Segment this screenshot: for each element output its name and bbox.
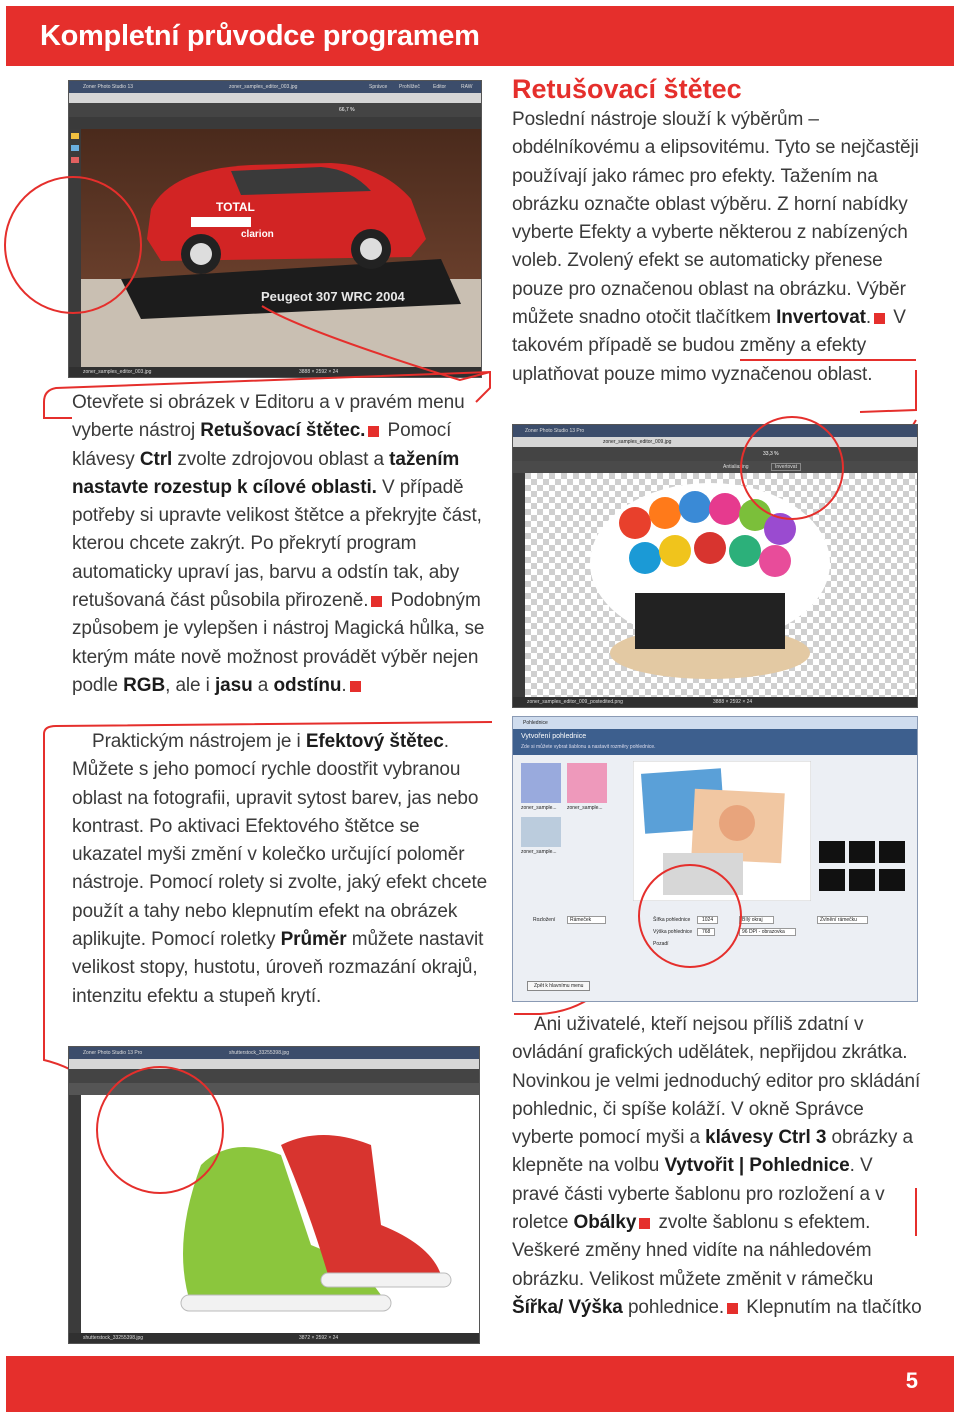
- text-run: V případě potřeby si upravte velikost štětce a překryjte část, kterou chcete zakrýt. Po překrytí program automaticky upraví jas, barvu a odstín tak, aby retušovaná část působila přirozeně.: [72, 476, 482, 612]
- text-bold-retouch-brush: Retušovací štětec.: [200, 420, 366, 442]
- text-run: zvolte zdrojovou oblast a: [172, 448, 390, 470]
- text-run: .: [865, 307, 872, 329]
- text-run: . V pravé části vyberte šablonu pro rozložení a v roletce: [512, 1155, 885, 1234]
- toolbar: [513, 447, 917, 462]
- style-swatches: [819, 841, 909, 901]
- file-tab[interactable]: zoner_samples_editor_009.jpg: [603, 439, 672, 445]
- style-swatch[interactable]: [879, 869, 905, 891]
- menu-bar: [513, 437, 917, 447]
- tab-raw[interactable]: RAW: [461, 84, 473, 90]
- text-run: Podobným způsobem je vylepšen i nástroj Magická hůlka, se kterým máte nově možnost provádět výběr nejen podle: [72, 590, 485, 696]
- height-input[interactable]: 768: [697, 928, 715, 936]
- text-run: můžete nastavit velikost stopy, hustotu, úroveň rozmazání okrajů, intenzitu efektu a stupeň krytí.: [72, 929, 484, 1007]
- car-text-total: TOTAL: [216, 200, 255, 214]
- status-size: 3872 × 2592 × 24: [299, 1335, 339, 1341]
- window-titlebar: [69, 1047, 479, 1059]
- text-run: zvolte šablonu s efektem. Veškeré změny hned vidíte na náhledovém obrázku. Velikost můžete změnit v rámečku: [512, 1212, 874, 1290]
- layout-label: Rozložení: [533, 917, 556, 923]
- text-run: Otevřete si obrázek v Editoru a v pravém menu vyberte nástroj: [72, 392, 465, 442]
- text-bold-rgb: RGB: [123, 674, 166, 696]
- text-run: . Můžete s jeho pomocí rychle doostřit vybranou oblast na fotografii, upravit sytost barev, jas nebo kontrast. Po aktivaci Efektového štětce se ukazatel myši změní v kolečko určující poloměr nástroje. Pomocí rolety si zvolte, jaký efekt chcete použít a tahy nebo klepnutím efekt na obrázek aplikujte. Pomocí roletky: [72, 731, 488, 951]
- tool-strip: [69, 1095, 81, 1333]
- dpi-select[interactable]: 96 DPI - obrazovka: [739, 928, 796, 936]
- tool-strip: [513, 473, 525, 697]
- thumbnail-1[interactable]: [521, 763, 561, 803]
- text-bold-brightness: jasu: [215, 674, 253, 696]
- thumbnail-3[interactable]: [521, 817, 561, 847]
- text-run: Klepnutím na tlačítko: [741, 1296, 922, 1318]
- thumbnail-label: zoner_sample...: [567, 805, 603, 811]
- zoom-level[interactable]: 66,7 %: [339, 107, 355, 113]
- text-bold-diameter: Průměr: [280, 929, 347, 951]
- thumbnail-label: zoner_sample...: [521, 805, 557, 811]
- screenshot-editor-scissors: [512, 424, 918, 708]
- antialias-checkbox[interactable]: Antialiasing: [723, 464, 749, 470]
- style-swatch[interactable]: [819, 869, 845, 891]
- dialog-heading: Vytvoření pohlednice: [521, 733, 587, 740]
- text-bold-ctrl-keys: klávesy Ctrl 3: [705, 1127, 827, 1149]
- zoom-level[interactable]: 33,3 %: [763, 451, 779, 457]
- text-run: Pomocí klávesy: [72, 420, 452, 470]
- dialog-titlebar: [513, 717, 917, 729]
- options-bar: [513, 461, 917, 473]
- options-bar: [69, 1083, 479, 1095]
- text-bold-drag: tažením nastavte rozestup k cílové oblasti.: [72, 448, 460, 498]
- dialog-title: Pohlednice: [523, 720, 548, 726]
- bullet-marker: [639, 1218, 650, 1229]
- text-run: pohlednice.: [622, 1296, 725, 1318]
- text-bold-covers: Obálky: [573, 1212, 637, 1234]
- bullet-marker: [874, 313, 885, 324]
- text-run: Praktickým nástrojem je i: [92, 731, 306, 752]
- section-title: Retušovací štětec: [512, 74, 742, 104]
- thumbnail-label: zoner_sample...: [521, 849, 557, 855]
- style-select[interactable]: Bílý okraj: [739, 916, 774, 924]
- status-size: 3888 × 2592 × 24: [713, 699, 753, 705]
- text-bold-create-postcard: Vytvořit | Pohlednice: [664, 1155, 850, 1177]
- height-label: Výška pohlednice: [653, 929, 693, 935]
- width-input[interactable]: 1024: [697, 916, 718, 924]
- page-header-title: Kompletní průvodce programem: [40, 20, 480, 52]
- right-paragraph-1: [512, 106, 922, 389]
- thumbnail-2[interactable]: [567, 763, 607, 803]
- postcard-preview: [633, 761, 811, 901]
- car-text-clarion: clarion: [241, 229, 274, 240]
- tab-editor[interactable]: Editor: [433, 84, 447, 90]
- text-run: Ani uživatelé, kteří nejsou příliš zdatní v ovládání grafických udělátek, nepřijdou zkrátka. Novinkou je velmi jednoduchý editor pro skládání pohlednic, či spíše koláží. V okně Správce vyberte pomocí myši a: [512, 1014, 921, 1149]
- app-title: Zoner Photo Studio 13 Pro: [83, 1050, 143, 1056]
- dialog-subheading: Zde si můžete vybrat šablonu a nastavit rozměry pohlednice.: [521, 744, 656, 750]
- layout-select[interactable]: Rámeček: [567, 916, 606, 924]
- text-bold-effect-brush: Efektový štětec: [305, 731, 444, 752]
- status-size: 3888 × 2592 × 24: [299, 369, 339, 375]
- text-run: obrázky a klepněte na volbu: [512, 1127, 913, 1177]
- style-swatch[interactable]: [849, 841, 875, 863]
- screenshot-postcard-dialog: [512, 716, 918, 1002]
- style-swatch[interactable]: [879, 841, 905, 863]
- text-bold-hue: odstínu: [273, 674, 342, 696]
- dialog-header: [513, 729, 917, 755]
- style-swatch[interactable]: [819, 841, 845, 863]
- text-run: Poslední nástroje slouží k výběrům – obdélníkovému a elipsovitému. Tyto se nejčastěji používají jako rámec pro efekty. Tažením na obrázku označte oblast výběru. Z horní nabídky vyberte Efekty a vyberte některou z nabízených voleb. Zvolený efekt se automaticky přenese pouze pro označenou oblast na obrázku. Výběr můžete snadno otočit tlačítkem: [512, 109, 919, 329]
- status-bar: [513, 697, 917, 707]
- file-tab[interactable]: shutterstock_33255398.jpg: [229, 1050, 290, 1056]
- footer-bar: [6, 1356, 954, 1412]
- shoes-photo: [81, 1095, 479, 1333]
- text-bold-width-height: Šířka/ Výška: [512, 1296, 623, 1318]
- text-run: , ale i: [165, 674, 215, 696]
- back-to-menu-button[interactable]: Zpět k hlavnímu menu: [527, 981, 590, 991]
- tab-viewer[interactable]: Prohlížeč: [399, 84, 420, 90]
- page-number: 5: [905, 1368, 918, 1393]
- app-title: Zoner Photo Studio 13: [83, 84, 134, 90]
- status-file: zoner_samples_editor_009_postedited.png: [527, 699, 623, 705]
- background-label: Pozadí: [653, 941, 669, 947]
- bullet-marker: [727, 1303, 738, 1314]
- text-bold-ctrl: Ctrl: [139, 448, 173, 470]
- cover-select[interactable]: Zvlnění rámečku: [817, 916, 868, 924]
- app-title: Zoner Photo Studio 13 Pro: [525, 428, 585, 434]
- window-titlebar: [513, 425, 917, 437]
- style-swatch[interactable]: [849, 869, 875, 891]
- status-file: shutterstock_33255398.jpg: [83, 1335, 144, 1341]
- invert-button[interactable]: Invertovat: [771, 463, 801, 471]
- width-label: Šířka pohlednice: [653, 917, 691, 923]
- text-bold-invert: Invertovat: [776, 307, 866, 329]
- text-run: V takovém případě se budou změny a efekty uplatňovat pouze mimo vyznačenou oblast.: [512, 307, 906, 385]
- text-run: a: [252, 674, 274, 696]
- text-run: .: [341, 674, 347, 696]
- toolbar: [69, 1069, 479, 1084]
- tab-manager[interactable]: Správce: [369, 84, 388, 90]
- right-paragraph-2: [512, 1011, 924, 1322]
- screenshot-editor-shoes: [68, 1046, 480, 1344]
- car-base-text: Peugeot 307 WRC 2004: [261, 289, 405, 304]
- menu-bar: [69, 1059, 479, 1069]
- status-file: zoner_samples_editor_003.jpg: [83, 369, 152, 375]
- status-bar: [69, 1333, 479, 1343]
- file-tab[interactable]: zoner_samples_editor_003.jpg: [229, 84, 298, 90]
- scissors-photo: [525, 473, 917, 697]
